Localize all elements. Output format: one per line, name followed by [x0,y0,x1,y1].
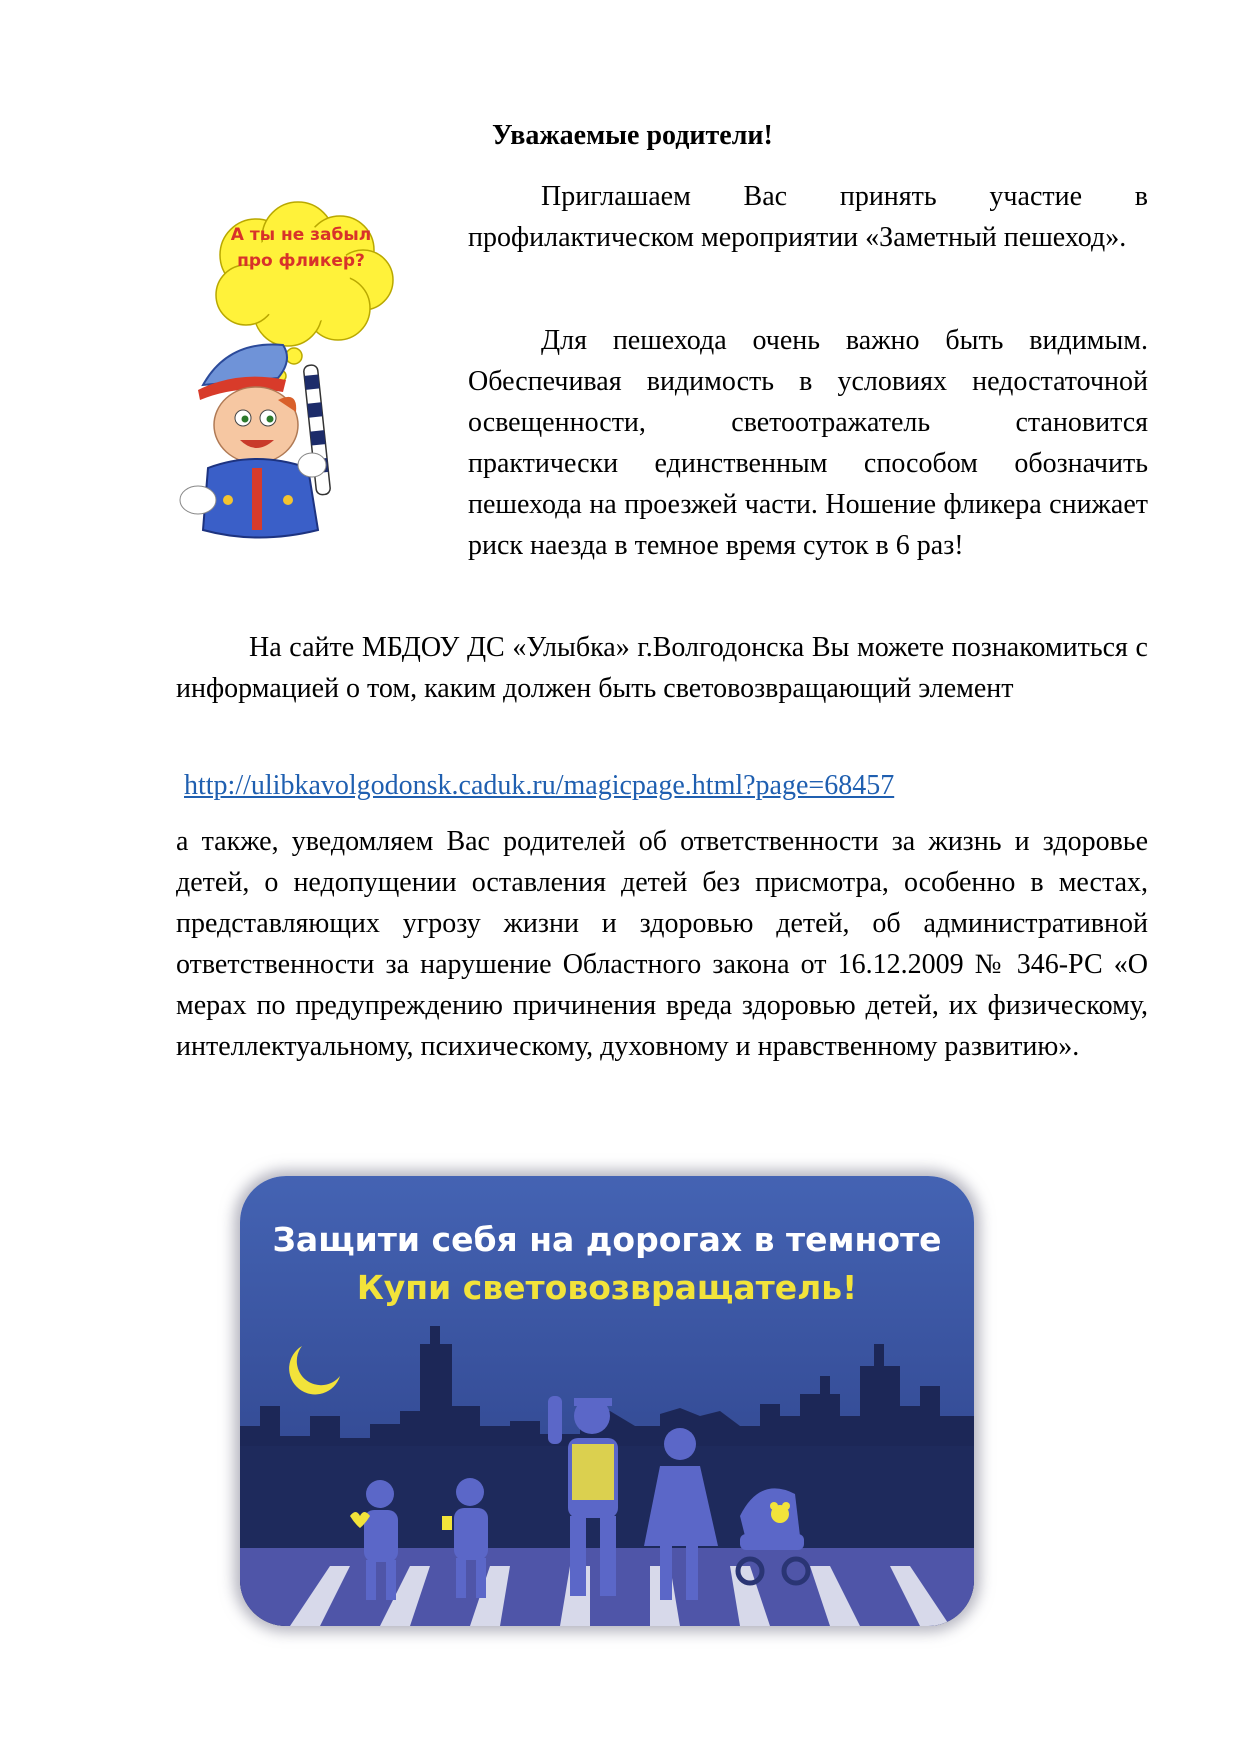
visibility-paragraph: Для пешехода очень важно быть видимым. Обеспечивая видимость в условиях недостаточной освещенности, светоотражатель становится практически единственным способом обозначить пешехода на проезжей части. Ношение фликера снижает риск наезда в темное время суток в 6 раз! [468,325,1148,561]
page-title: Уважаемые родители! [492,120,773,151]
mascot-illustration [168,200,468,550]
safety-poster [240,1176,974,1626]
responsibility-paragraph: а также, уведомляем Вас родителей об ответственности за жизнь и здоровье детей, о недопущении оставления детей без присмотра, особенно в местах, представляющих угрозу жизни и здоровью детей, об административной ответственности за нарушение Областного закона от 16.12.2009 № 346-РС «О мерах по предупреждению причинения вреда здоровью детей, их физическому, интеллектуальному, психическому, духовному и нравственному развитию». [176,826,1148,1062]
website-link[interactable]: http://ulibkavolgodonsk.caduk.ru/magicpage.html?page=68457 [184,770,895,801]
speech-bubble-text: А ты не забыл про фликер? [230,225,372,271]
poster-call-to-action: Купи световозвращатель! [356,1268,858,1307]
website-paragraph: На сайте МБДОУ ДС «Улыбка» г.Волгодонска Вы можете познакомиться с информацией о том, каким должен быть световозвращающий элемент [176,632,1148,704]
intro-paragraph: Приглашаем Вас принять участие в профилактическом мероприятии «Заметный пешеход». [468,181,1148,253]
poster-headline: Защити себя на дорогах в темноте [272,1220,942,1259]
